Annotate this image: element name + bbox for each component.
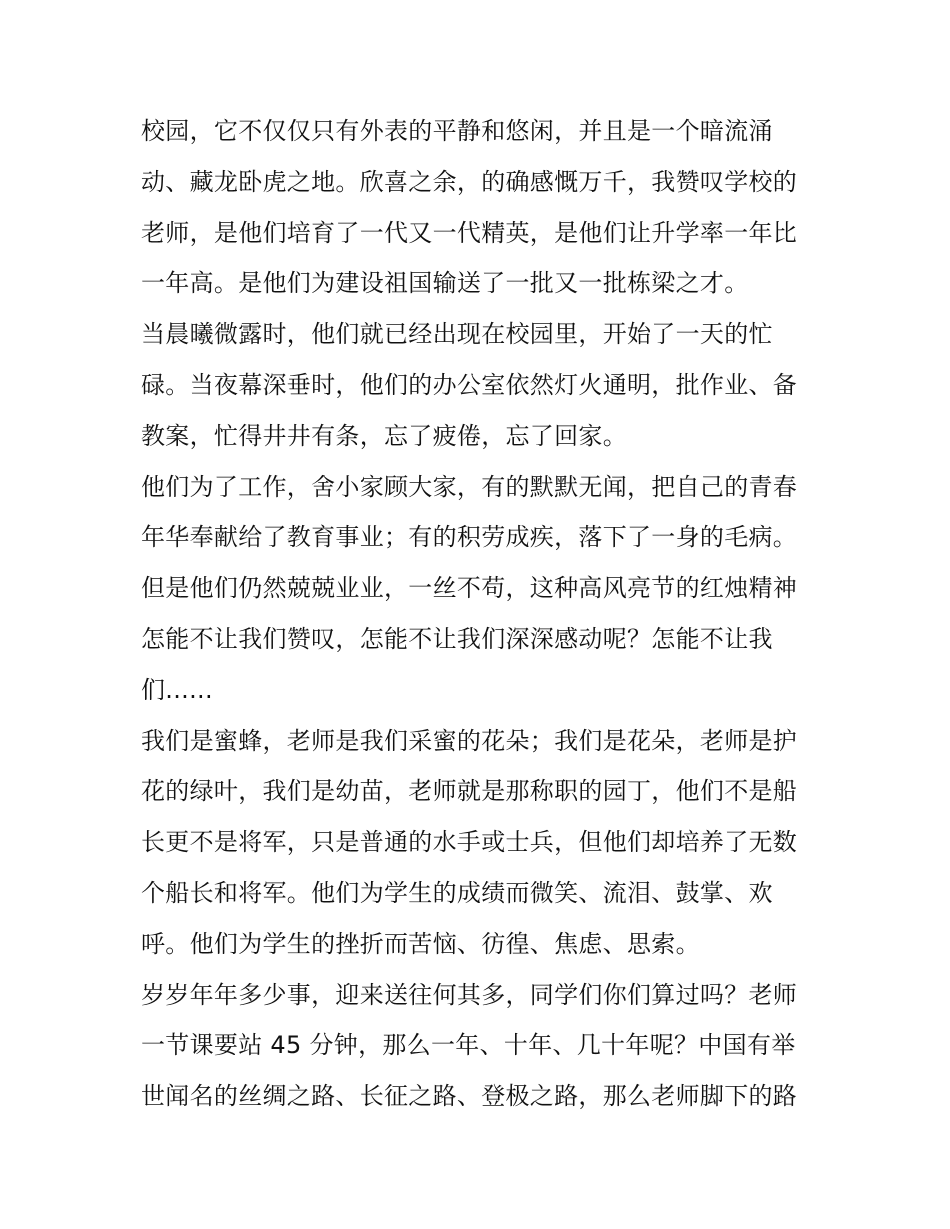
- text-line: 一年高。是他们为建设祖国输送了一批又一批栋梁之才。: [141, 269, 749, 298]
- text-line: 教案，忙得井井有条，忘了疲倦，忘了回家。: [141, 421, 627, 450]
- text-line: 老师，是他们培育了一代又一代精英，是他们让升学率一年比: [141, 218, 798, 247]
- essay-body: [141, 106, 821, 1122]
- text-line: 个船长和将军。他们为学生的成绩而微笑、流泪、鼓掌、欢: [141, 878, 773, 907]
- text-line: 一节课要站 45 分钟，那么一年、十年、几十年呢？中国有举: [141, 1031, 796, 1060]
- text-line: 长更不是将军，只是普通的水手或士兵，但他们却培养了无数: [141, 828, 798, 857]
- text-line: 校园，它不仅仅只有外表的平静和悠闲，并且是一个暗流涌: [141, 117, 773, 145]
- text-line: 碌。当夜幕深垂时，他们的办公室依然灯火通明，批作业、备: [141, 370, 798, 399]
- text-line: 花的绿叶，我们是幼苗，老师就是那称职的园丁，他们不是船: [141, 777, 798, 806]
- text-line: 但是他们仍然兢兢业业，一丝不苟，这种高风亮节的红烛精神: [141, 574, 798, 603]
- text-line: 呼。他们为学生的挫折而苦恼、彷徨、焦虑、思索。: [141, 929, 700, 958]
- text-line: 世闻名的丝绸之路、长征之路、登极之路，那么老师脚下的路: [141, 1082, 798, 1111]
- text-line: 我们是蜜蜂，老师是我们采蜜的花朵；我们是花朵，老师是护: [141, 726, 798, 755]
- text-line: 岁岁年年多少事，迎来送往何其多，同学们你们算过吗？老师: [141, 980, 798, 1009]
- text-line: 动、藏龙卧虎之地。欣喜之余，的确感慨万千，我赞叹学校的: [141, 167, 798, 196]
- text-line: 们......: [141, 675, 213, 704]
- text-line: 他们为了工作，舍小家顾大家，有的默默无闻，把自己的青春: [141, 472, 798, 501]
- text-line: 当晨曦微露时，他们就已经出现在校园里，开始了一天的忙: [141, 320, 773, 349]
- text-line: 年华奉献给了教育事业；有的积劳成疾，落下了一身的毛病。: [141, 523, 798, 552]
- text-line: 怎能不让我们赞叹，怎能不让我们深深感动呢？怎能不让我: [141, 624, 773, 653]
